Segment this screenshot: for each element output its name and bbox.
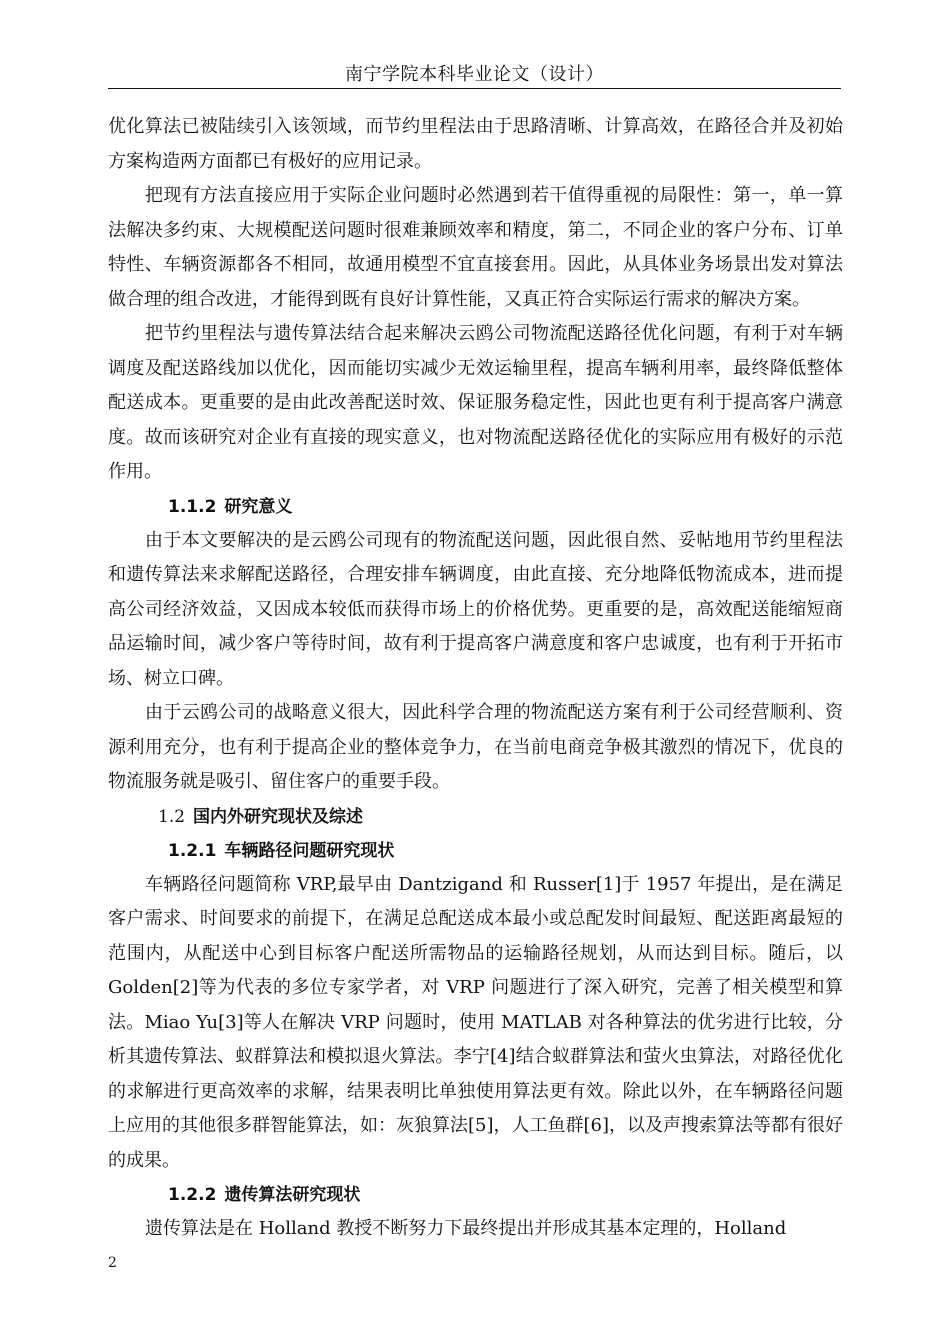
paragraph-continuation: 优化算法已被陆续引入该领域，而节约里程法由于思路清晰、计算高效，在路径合并及初始方案构造两方面都已有极好的应用记录。	[108, 116, 843, 172]
thesis-body	[108, 110, 843, 1247]
heading-number: 1.2	[158, 806, 186, 827]
paragraph-significance-1: 由于本文要解决的是云鸥公司现有的物流配送问题，因此很自然、妥帖地用节约里程法和遗传算法来求解配送路径，合理安排车辆调度，由此直接、充分地降低物流成本，进而提高公司经济效益，又因成本较低而获得市场上的价格优势。更重要的是，高效配送能缩短商品运输时间，减少客户等待时间，故有利于提高客户满意度和客户忠诚度，也有利于开拓市场、树立口碑。	[108, 529, 843, 689]
page-number: 2	[108, 1255, 117, 1271]
heading-number: 1.2.2	[168, 1185, 217, 1205]
paragraph-combination: 把节约里程法与遗传算法结合起来解决云鸥公司物流配送路径优化问题，有利于对车辆调度及配送路线加以优化，因而能切实减少无效运输里程，提高车辆利用率，最终降低整体配送成本。更重要的是由此改善配送时效、保证服务稳定性，因此也更有利于提高客户满意度。故而该研究对企业有直接的现实意义，也对物流配送路径优化的实际应用有极好的示范作用。	[108, 323, 843, 482]
header-divider	[108, 88, 841, 89]
heading-1-2-2	[108, 1178, 843, 1212]
heading-title: 遗传算法研究现状	[224, 1185, 361, 1205]
heading-title: 国内外研究现状及综述	[193, 806, 364, 827]
heading-1-1-2	[108, 490, 843, 524]
heading-1-2-1	[108, 834, 843, 868]
paragraph-ga-review: 遗传算法是在 Holland 教授不断努力下最终提出并形成其基本定理的，Holland	[145, 1218, 787, 1239]
paragraph-vrp-review: 车辆路径问题简称 VRP,最早由 Dantzigand 和 Russer[1]于 1957 年提出，是在满足客户需求、时间要求的前提下，在满足总配送成本最小或总配发时间最短、配送距离最短的范围内，从配送中心到目标客户配送所需物品的运输路径规划，从而达到目标。随后，以 Golden[2]等为代表的多位专家学者，对 VRP 问题进行了深入研究，完善了相关模型和算法。Miao Yu[3]等人在解决 VRP 问题时，使用 MATLAB 对各种算法的优劣进行比较，分析其遗传算法、蚁群算法和模拟退火算法。李宁[4]结合蚁群算法和萤火虫算法，对路径优化的求解进行更高效率的求解，结果表明比单独使用算法更有效。除此以外，在车辆路径问题上应用的其他很多群智能算法，如：灰狼算法[5]，人工鱼群[6]，以及声搜索算法等都有很好的成果。	[108, 873, 843, 1171]
heading-title: 研究意义	[224, 496, 293, 517]
paragraph-significance-2: 由于云鸥公司的战略意义很大，因此科学合理的物流配送方案有利于公司经营顺利、资源利用充分，也有利于提高企业的整体竞争力，在当前电商竞争极其激烈的情况下，优良的物流服务就是吸引、留住客户的重要手段。	[108, 702, 843, 792]
heading-1-2	[108, 800, 843, 834]
heading-number: 1.2.1	[168, 840, 217, 861]
page-header-title: 南宁学院本科毕业论文（设计）	[345, 64, 604, 85]
paragraph-limitations: 把现有方法直接应用于实际企业问题时必然遇到若干值得重视的局限性：第一，单一算法解决多约束、大规模配送问题时很难兼顾效率和精度，第二，不同企业的客户分布、订单特性、车辆资源都各不相同，故通用模型不宜直接套用。因此，从具体业务场景出发对算法做合理的组合改进，才能得到既有良好计算性能，又真正符合实际运行需求的解决方案。	[108, 185, 843, 310]
heading-title: 车辆路径问题研究现状	[224, 840, 395, 861]
heading-number: 1.1.2	[168, 496, 217, 517]
